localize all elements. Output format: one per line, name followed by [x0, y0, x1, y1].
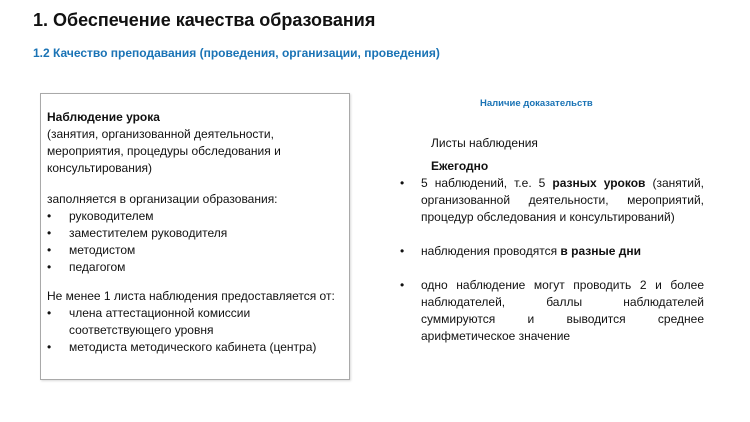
- frequency-label: Ежегодно: [431, 159, 489, 173]
- filled-by-intro: заполняется в организации образования:: [47, 192, 278, 206]
- list-item: • педагогом: [47, 260, 126, 274]
- list-item: • наблюдения проводятся в разные дни: [400, 244, 641, 258]
- list-item: • 5 наблюдений, т.е. 5 разных уроков (занятий, организованной деятельности, мероприятий, процедур обследования и консультирований): [400, 176, 704, 224]
- bullet-icon: •: [47, 260, 52, 274]
- bullet-icon: •: [47, 306, 52, 320]
- evidence-list: [400, 175, 704, 345]
- list-item: • методиста методического кабинета (центра): [47, 340, 317, 354]
- bullet-icon: •: [400, 244, 405, 258]
- min-sheets-intro: Не менее 1 листа наблюдения предоставляется от:: [47, 289, 335, 303]
- page-subtitle: 1.2 Качество преподавания (проведения, организации, проведения): [33, 46, 440, 60]
- list-item: • методистом: [47, 243, 136, 257]
- min-sheets-list: [47, 305, 343, 356]
- bullet-icon: •: [47, 209, 52, 223]
- evidence-column: [400, 135, 704, 345]
- page-title: 1. Обеспечение качества образования: [33, 10, 376, 30]
- list-item: • руководителем: [47, 209, 154, 223]
- bullet-icon: •: [400, 176, 405, 190]
- bullet-icon: •: [47, 340, 52, 354]
- box-heading: Наблюдение урока: [47, 110, 160, 124]
- observation-sheets-label: Листы наблюдения: [431, 136, 538, 150]
- bullet-icon: •: [400, 278, 405, 292]
- bullet-icon: •: [47, 226, 52, 240]
- filled-by-list: [47, 208, 343, 276]
- list-item: • одно наблюдение могут проводить 2 и более наблюдателей, баллы наблюдателей суммируются и выводится среднее арифметическое значение: [400, 278, 704, 343]
- bullet-icon: •: [47, 243, 52, 257]
- list-item: • заместителем руководителя: [47, 226, 228, 240]
- list-item: • члена аттестационной комиссии соответствующего уровня: [47, 306, 251, 337]
- lesson-observation-box: [40, 93, 350, 380]
- evidence-title: Наличие доказательств: [480, 98, 593, 109]
- box-description: (занятия, организованной деятельности, мероприятия, процедуры обследования и консультирования): [47, 127, 281, 175]
